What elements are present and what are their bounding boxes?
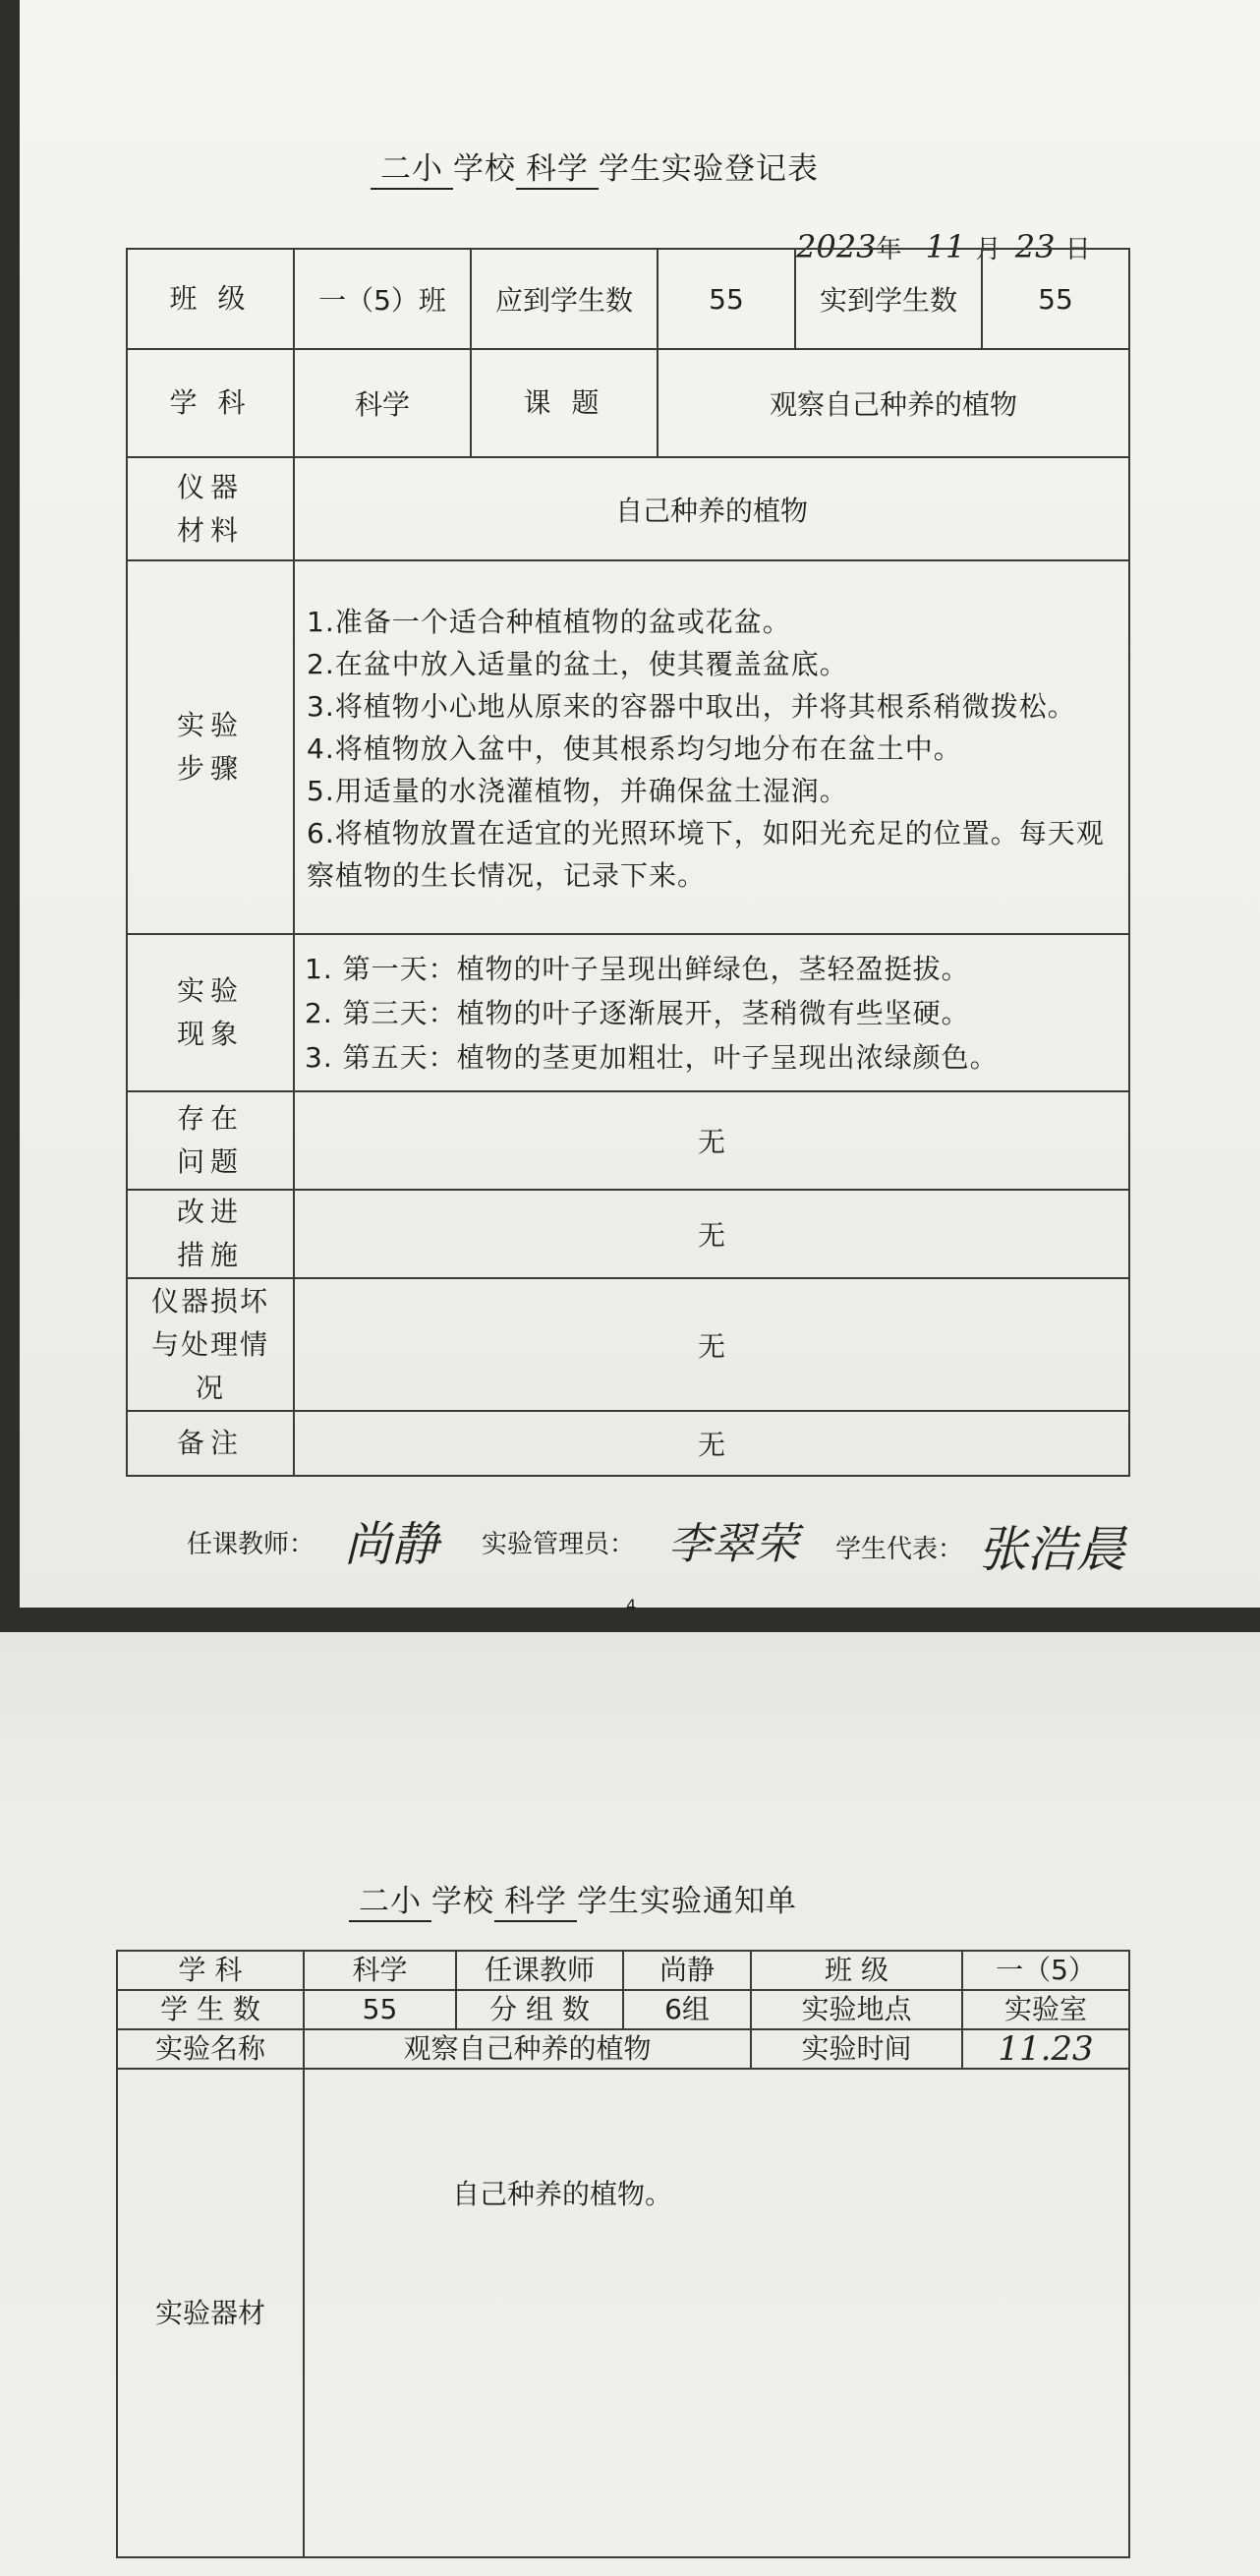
n-students-value: 55 [304, 1990, 456, 2029]
title-form-name: 学生实验通知单 [577, 1884, 797, 1919]
date-month: 11 [925, 228, 966, 265]
subject-label: 学 科 [127, 349, 294, 457]
actual-students-value: 55 [982, 249, 1129, 349]
teacher-label: 任课教师： [187, 1530, 315, 1559]
n-groups-value: 6组 [623, 1990, 751, 2029]
title-form-name: 学生实验登记表 [599, 151, 819, 187]
date-year: 2023 [796, 228, 877, 265]
n-exp-name-label: 实验名称 [117, 2029, 304, 2069]
title-school-suffix: 学校 [431, 1884, 494, 1919]
title-school: 二小 [371, 150, 453, 190]
step-item: 1.准备一个适合种植植物的盆或花盆。 [307, 605, 791, 638]
steps-label: 实验步骤 [127, 560, 294, 934]
phenomenon-item: 1. 第一天：植物的叶子呈现出鲜绿色，茎轻盈挺拔。 [305, 952, 970, 985]
step-item: 2.在盆中放入适量的盆土，使其覆盖盆底。 [307, 647, 848, 680]
date-year-unit: 年 [876, 235, 902, 264]
page-number: 4 [626, 1596, 637, 1614]
n-students-label: 学 生 数 [117, 1990, 304, 2029]
n-teacher-value: 尚静 [623, 1951, 751, 1990]
teacher-signature: 尚静 [344, 1517, 439, 1572]
n-teacher-label: 任课教师 [456, 1951, 623, 1990]
n-class-label: 班 级 [751, 1951, 962, 1990]
n-exp-name-value: 观察自己种养的植物 [304, 2029, 751, 2069]
n-exp-time-value: 11.23 [962, 2029, 1129, 2069]
class-label: 班 级 [127, 249, 294, 349]
phenomenon-item: 2. 第三天：植物的叶子逐渐展开，茎稍微有些坚硬。 [305, 996, 970, 1029]
n-equipment-value: 自己种养的植物。 [304, 2069, 1129, 2557]
n-subject-value: 科学 [304, 1951, 456, 1990]
step-item: 3.将植物小心地从原来的容器中取出，并将其根系稍微拨松。 [307, 689, 1076, 723]
remarks-value: 无 [294, 1411, 1129, 1476]
n-location-value: 实验室 [962, 1990, 1129, 2029]
title-subject: 科学 [516, 150, 599, 190]
date-day-unit: 日 [1064, 235, 1091, 264]
materials-label: 仪器材料 [127, 457, 294, 560]
n-exp-time-label: 实验时间 [751, 2029, 962, 2069]
n-location-label: 实验地点 [751, 1990, 962, 2029]
n-equipment-label: 实验器材 [117, 2069, 304, 2557]
expected-students-label: 应到学生数 [471, 249, 658, 349]
phenomena-label: 实验现象 [127, 934, 294, 1091]
phenomenon-item: 3. 第五天：植物的茎更加粗壮，叶子呈现出浓绿颜色。 [305, 1040, 999, 1074]
admin-label: 实验管理员： [482, 1530, 636, 1559]
n-groups-label: 分 组 数 [456, 1990, 623, 2029]
title-school-suffix: 学校 [453, 151, 516, 187]
damage-value: 无 [294, 1278, 1129, 1411]
problems-label: 存在问题 [127, 1091, 294, 1190]
step-item: 6.将植物放置在适宜的光照环境下，如阳光充足的位置。每天观察植物的生长情况，记录下来。 [307, 816, 1105, 892]
steps-cell [294, 560, 1129, 934]
title-school: 二小 [349, 1883, 431, 1922]
step-item: 5.用适量的水浇灌植物，并确保盆土湿润。 [307, 774, 848, 807]
subject-value: 科学 [294, 349, 471, 457]
registration-form-title [371, 144, 819, 190]
n-class-value: 一（5） [962, 1951, 1129, 1990]
class-value: 一（5）班 [294, 249, 471, 349]
materials-value: 自己种养的植物 [294, 457, 1129, 560]
topic-value: 观察自己种养的植物 [658, 349, 1129, 457]
phenomena-cell [294, 934, 1129, 1091]
problems-value: 无 [294, 1091, 1129, 1190]
notification-form-title [349, 1876, 797, 1922]
student-rep-signature: 张浩晨 [978, 1521, 1125, 1578]
improvement-value: 无 [294, 1190, 1129, 1278]
admin-signature: 李翠荣 [668, 1519, 798, 1569]
remarks-label: 备注 [127, 1411, 294, 1476]
topic-label: 课 题 [471, 349, 658, 457]
notification-table [116, 1950, 1130, 2558]
actual-students-label: 实到学生数 [795, 249, 982, 349]
improvement-label: 改进措施 [127, 1190, 294, 1278]
expected-students-value: 55 [658, 249, 795, 349]
damage-label: 仪器损坏与处理情况 [127, 1278, 294, 1411]
step-item: 4.将植物放入盆中，使其根系均匀地分布在盆土中。 [307, 732, 962, 765]
n-subject-label: 学 科 [117, 1951, 304, 1990]
date-day: 23 [1014, 228, 1056, 265]
registration-table [126, 248, 1130, 1477]
date-month-unit: 月 [975, 235, 1002, 264]
student-rep-label: 学生代表： [835, 1535, 964, 1564]
title-subject: 科学 [494, 1883, 577, 1922]
